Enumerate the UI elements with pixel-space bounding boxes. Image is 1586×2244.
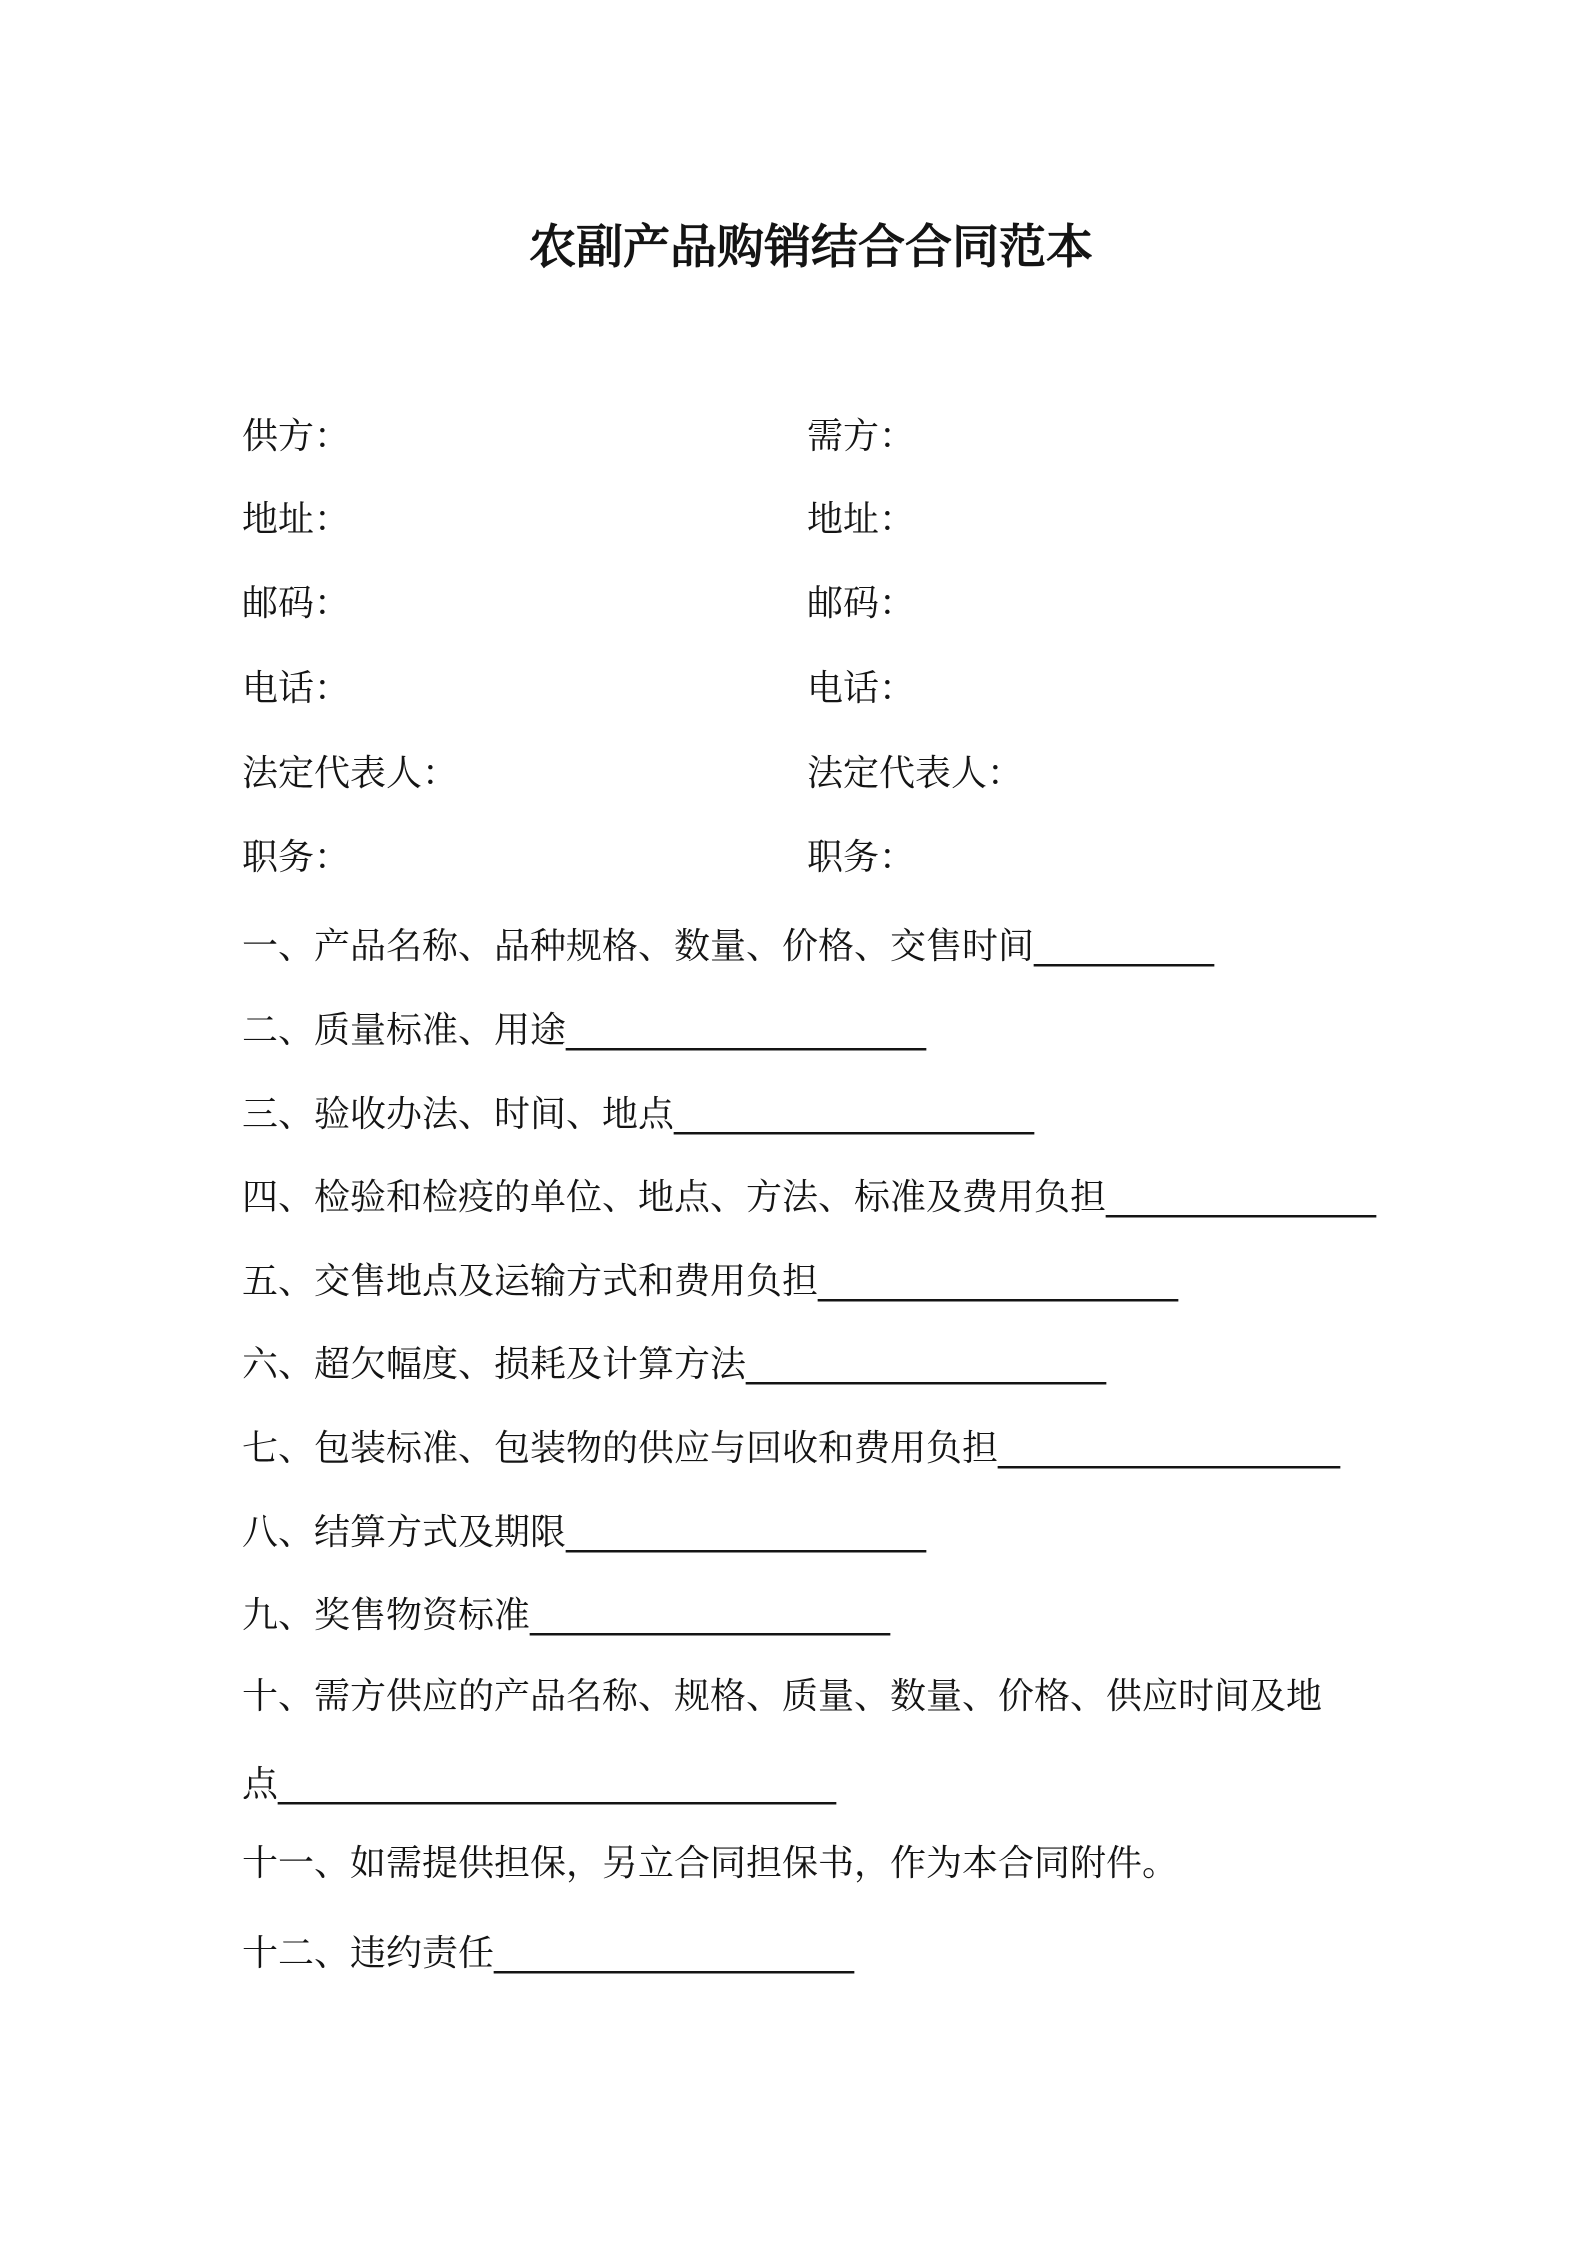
clause-6: 六、超欠幅度、损耗及计算方法____________________ [242, 1344, 1107, 1385]
supplier-legal-rep-label: 法定代表人： [242, 753, 459, 794]
buyer-legal-rep-label: 法定代表人： [807, 753, 1024, 794]
clause-3: 三、验收办法、时间、地点____________________ [242, 1094, 1035, 1135]
clause-1: 一、产品名称、品种规格、数量、价格、交售时间__________ [242, 926, 1215, 967]
buyer-postcode-label: 邮码： [807, 583, 916, 624]
supplier-postcode-label: 邮码： [242, 583, 351, 624]
buyer-address-label: 地址： [807, 499, 916, 540]
buyer-name-label: 需方： [807, 416, 916, 457]
buyer-position-label: 职务： [807, 837, 916, 878]
clause-10-line-2: 点_______________________________ [242, 1764, 836, 1805]
clause-8: 八、结算方式及期限____________________ [242, 1512, 927, 1553]
supplier-phone-label: 电话： [242, 668, 351, 709]
clause-10-line-1: 十、需方供应的产品名称、规格、质量、数量、价格、供应时间及地 [242, 1676, 1323, 1717]
clause-9: 九、奖售物资标准____________________ [242, 1595, 891, 1636]
supplier-address-label: 地址： [242, 499, 351, 540]
clause-2: 二、质量标准、用途____________________ [242, 1010, 927, 1051]
clause-5: 五、交售地点及运输方式和费用负担____________________ [242, 1261, 1179, 1302]
clause-4: 四、检验和检疫的单位、地点、方法、标准及费用负担_______________ [242, 1177, 1377, 1218]
clause-12: 十二、违约责任____________________ [242, 1933, 855, 1974]
page-title: 农副产品购销结合合同范本 [529, 220, 1093, 275]
buyer-phone-label: 电话： [807, 668, 916, 709]
supplier-name-label: 供方： [242, 416, 351, 457]
clause-11: 十一、如需提供担保，另立合同担保书，作为本合同附件。 [242, 1843, 1179, 1884]
clause-7: 七、包装标准、包装物的供应与回收和费用负担___________________ [242, 1428, 1341, 1469]
supplier-position-label: 职务： [242, 837, 351, 878]
